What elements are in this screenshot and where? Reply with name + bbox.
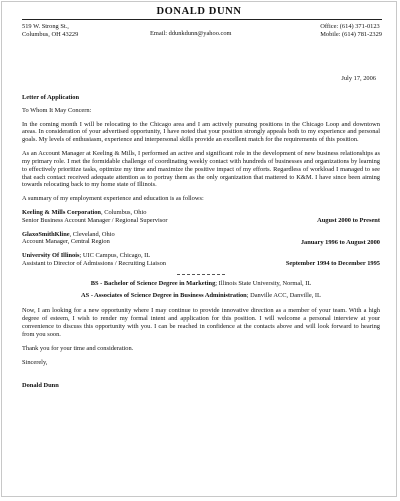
degree-entry: [22, 292, 380, 300]
job-title: Account Manager, Central Region: [22, 238, 110, 246]
job-entry: [22, 209, 380, 225]
letter-heading: Letter of Application: [22, 94, 80, 101]
job-location: , Cleveland, Ohio: [69, 230, 115, 238]
phone-block: [320, 23, 382, 39]
degree-label: AS - Associates of Science Degree in Business Administration: [81, 291, 247, 299]
paragraph: A summary of my employment experience and education is as follows:: [22, 195, 204, 203]
paragraph: In the coming month I will be relocating to the Chicago area and I am actively pursuing positions in the Chicago Loop and downtown areas. In consideration of your advertised opportunity, I have noted that your position strongly appeals both to my experience and personal goals. My levels of enthusiasm, experience and interpersonal skills provide an excellent match for the requirements of this position.: [22, 120, 380, 144]
letter-date: July 17, 2006: [341, 75, 376, 82]
paragraph: Thank you for your time and consideration.: [22, 344, 134, 352]
letter-body: [22, 94, 380, 390]
salutation: To Whom It May Concern:: [22, 106, 92, 114]
closing: Sincerely,: [22, 358, 48, 366]
paragraph: As an Account Manager at Keeling & Mills, I performed an active and significant role in the development of new business relationships as my primary role. I met the formidable challenge of coordinating weekly contact with hundreds of businesses and organizations by learning to effectively prioritize tasks, optimize my time and maximize the positive impact of my efforts. Regardless of workload I managed to see that each contact received adequate attention as to portray them as the only organization that mattered to K&M. I have since been aiming towards relocating back to my home state of Illinois.: [22, 150, 380, 189]
job-company: GlaxoSmithKline: [22, 230, 70, 238]
degree-entry: [22, 280, 380, 288]
job-title: Senior Business Account Manager / Regional Supervisor: [22, 216, 168, 224]
address: [22, 23, 78, 39]
job-location: , Columbus, Ohio: [101, 208, 147, 216]
header-divider: [22, 19, 382, 20]
letter-page: [1, 1, 397, 497]
job-company-line: [22, 231, 380, 239]
job-entry: [22, 252, 380, 268]
job-dates: August 2000 to Present: [317, 216, 380, 224]
job-title: Assistant to Director of Admissions / Recruiting Liaison: [22, 260, 166, 267]
applicant-name: DONALD DUNN: [156, 6, 242, 17]
job-dates: January 1996 to August 2000: [300, 238, 380, 246]
paragraph: Now, I am looking for a new opportunity where I may continue to provide innovative direction as a member of your team. With a high degree of esteem, I wish to render my formal intent and application for this position. I will welcome a personal interview at your convenience to discuss this opportunity with you. I can be reached in confidence at the contacts above and will look forward to hearing from you soon.: [22, 307, 380, 338]
email: Email: ddunkdunn@yahoo.com: [150, 30, 232, 37]
degree-school: ; Danville ACC, Danville, IL: [246, 291, 321, 299]
job-dates: September 1994 to December 1995: [285, 260, 380, 268]
degree-label: BS - Bachelor of Science Degree in Marketing: [90, 279, 216, 287]
job-entry: [22, 231, 380, 247]
section-divider: [177, 274, 225, 275]
office-phone: Office: (614) 371-0123: [320, 23, 380, 30]
contact-block: [22, 23, 382, 43]
degree-school: ; Illinois State University, Normal, IL: [215, 279, 312, 287]
email-block: [150, 30, 232, 38]
job-location: ; UIC Campus, Chicago, IL: [79, 252, 151, 260]
job-company-line: [22, 252, 380, 260]
address-line-1: 519 W. Strong St.,: [22, 23, 69, 30]
job-company-line: [22, 209, 380, 217]
address-line-2: Columbus, OH 43229: [22, 30, 79, 38]
job-company: University Of Illinois: [22, 252, 80, 260]
mobile-phone: Mobile: (614) 781-2329: [320, 30, 382, 38]
signature: Donald Dunn: [22, 382, 59, 390]
job-company: Keeling & Mills Corporation: [22, 208, 101, 216]
